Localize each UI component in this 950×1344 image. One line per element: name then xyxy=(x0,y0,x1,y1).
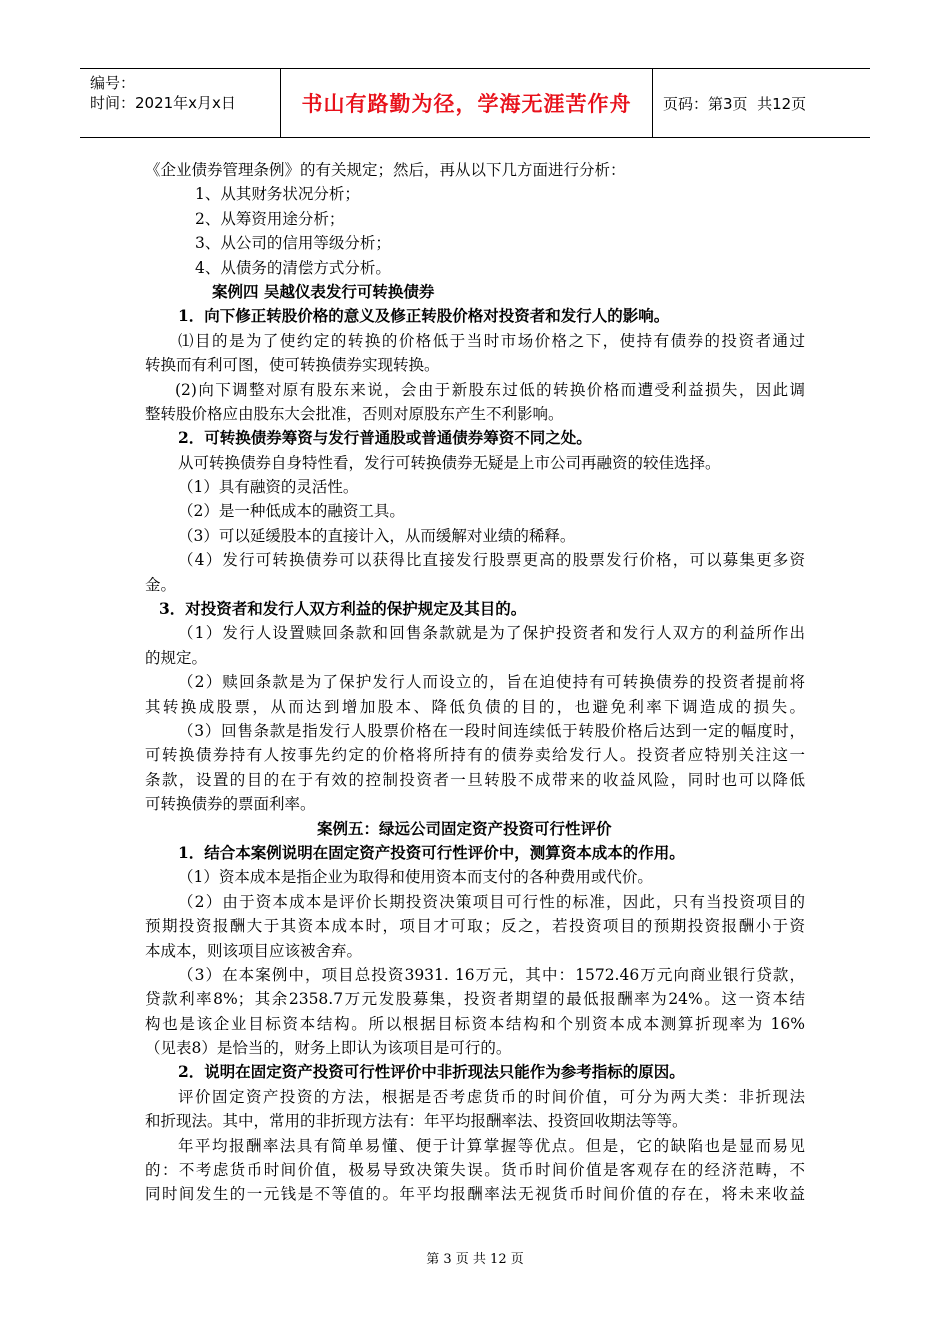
text-line: 条款，设置的目的在于有效的控制投资者一旦转股不成带来的收益风险，同时也可以降低 xyxy=(145,770,805,789)
list-item: （3）可以延缓股本的直接计入，从而缓解对业绩的稀释。 xyxy=(178,526,576,545)
header-page-cell xyxy=(653,69,870,137)
text-line: 年平均报酬率法具有简单易懂、便于计算掌握等优点。但是，它的缺陷也是显而易见 xyxy=(178,1136,805,1155)
text-line: 《企业债券管理条例》的有关规定；然后，再从以下几方面进行分析： xyxy=(145,161,626,179)
time-label: 时间：2021年x月x日 xyxy=(90,94,236,112)
text-line: 构也是该企业目标资本结构。所以根据目标资本结构和个别资本成本测算折现率为 16% xyxy=(145,1014,805,1033)
text-line: 整转股价格应由股东大会批准，否则对原股东产生不利影响。 xyxy=(145,404,564,423)
question-heading: 2．说明在固定资产投资可行性评价中非折现法只能作为参考指标的原因。 xyxy=(178,1062,685,1082)
list-item: （3）在本案例中，项目总投资3931. 16万元，其中：1572.46万元向商业银行贷款， xyxy=(178,965,805,984)
text-line: 本成本，则该项目应该被舍弃。 xyxy=(145,941,363,960)
text-line: 的：不考虑货币时间价值，极易导致决策失误。货币时间价值是客观存在的经济范畴，不 xyxy=(145,1161,805,1180)
page-header xyxy=(80,68,870,138)
text-line: 预期投资报酬大于其资本成本时，项目才可取；反之，若投资项目的预期投资报酬小于资 xyxy=(145,917,805,936)
text-line: 可转换债券的票面利率。 xyxy=(145,795,316,814)
case-heading: 案例四 吴越仪表发行可转换债券 xyxy=(212,281,435,301)
header-motto-cell xyxy=(281,69,653,137)
page-footer: 第 3 页 共 12 页 xyxy=(426,1252,524,1267)
text-line: 转换而有利可图，使可转换债券实现转换。 xyxy=(145,356,440,375)
question-heading: 1．结合本案例说明在固定资产投资可行性评价中，测算资本成本的作用。 xyxy=(178,842,685,862)
number-label: 编号： xyxy=(90,74,136,92)
text-line: ⑴目的是为了使约定的转换的价格低于当时市场价格之下，使持有债券的投资者通过 xyxy=(178,331,805,350)
list-item: （2）赎回条款是为了保护发行人而设立的，旨在迫使持有可转换债券的投资者提前将 xyxy=(178,673,805,692)
list-item: 1、从其财务状况分析； xyxy=(195,185,360,204)
text-line: 贷款利率8%；其余2358.7万元发股募集，投资者期望的最低报酬率为24%。这一资本结 xyxy=(145,990,805,1009)
text-line: （见表8）是恰当的，财务上即认为该项目是可行的。 xyxy=(145,1039,512,1058)
list-item: （1）发行人设置赎回条款和回售条款就是为了保护投资者和发行人双方的利益所作出 xyxy=(178,624,805,643)
text-line: 同时间发生的一元钱是不等值的。年平均报酬率法无视货币时间价值的存在，将未来收益 xyxy=(145,1185,805,1204)
text-line: (2)向下调整对原有股东来说，会由于新股东过低的转换价格而遭受利益损失，因此调 xyxy=(175,380,805,399)
text-line: 从可转换债券自身特性看，发行可转换债券无疑是上市公司再融资的较佳选择。 xyxy=(178,453,721,472)
question-heading: 1．向下修正转股价格的意义及修正转股价格对投资者和发行人的影响。 xyxy=(178,306,670,326)
list-item: （2）由于资本成本是评价长期投资决策项目可行性的标准，因此，只有当投资项目的 xyxy=(178,892,805,911)
question-heading: 2．可转换债券筹资与发行普通股或普通债券筹资不同之处。 xyxy=(178,428,592,448)
text-line: 评价固定资产投资的方法，根据是否考虑货币的时间价值，可分为两大类：非折现法 xyxy=(178,1087,805,1106)
list-item: （1）具有融资的灵活性。 xyxy=(178,478,359,497)
case-heading: 案例五：绿远公司固定资产投资可行性评价 xyxy=(317,818,612,838)
page-label: 页码：第3页 共12页 xyxy=(663,94,807,113)
text-line: 和折现法。其中，常用的非折现方法有：年平均报酬率法、投资回收期法等等。 xyxy=(145,1112,688,1131)
document-body xyxy=(145,158,805,1207)
motto: 书山有路勤为径，学海无涯苦作舟 xyxy=(301,92,632,116)
text-line: 金。 xyxy=(145,575,177,594)
question-heading: 3．对投资者和发行人双方利益的保护规定及其目的。 xyxy=(159,599,527,619)
list-item: 3、从公司的信用等级分析； xyxy=(195,234,391,253)
text-line: 可转换债券持有人按事先约定的价格将所持有的债券卖给发行人。投资者应特别关注这一 xyxy=(145,746,805,765)
list-item: 4、从债务的清偿方式分析。 xyxy=(195,258,391,277)
header-meta xyxy=(80,69,281,137)
list-item: （4）发行可转换债券可以获得比直接发行股票更高的股票发行价格，可以募集更多资 xyxy=(178,551,805,570)
list-item: （2）是一种低成本的融资工具。 xyxy=(178,502,405,521)
list-item: （1）资本成本是指企业为取得和使用资本而支付的各种费用或代价。 xyxy=(178,868,653,887)
list-item: 2、从筹资用途分析； xyxy=(195,209,345,228)
text-line: 其转换成股票，从而达到增加股本、降低负债的目的，也避免利率下调造成的损失。 xyxy=(145,697,805,716)
list-item: （3）回售条款是指发行人股票价格在一段时间连续低于转股价格后达到一定的幅度时， xyxy=(178,721,805,740)
text-line: 的规定。 xyxy=(145,648,208,667)
